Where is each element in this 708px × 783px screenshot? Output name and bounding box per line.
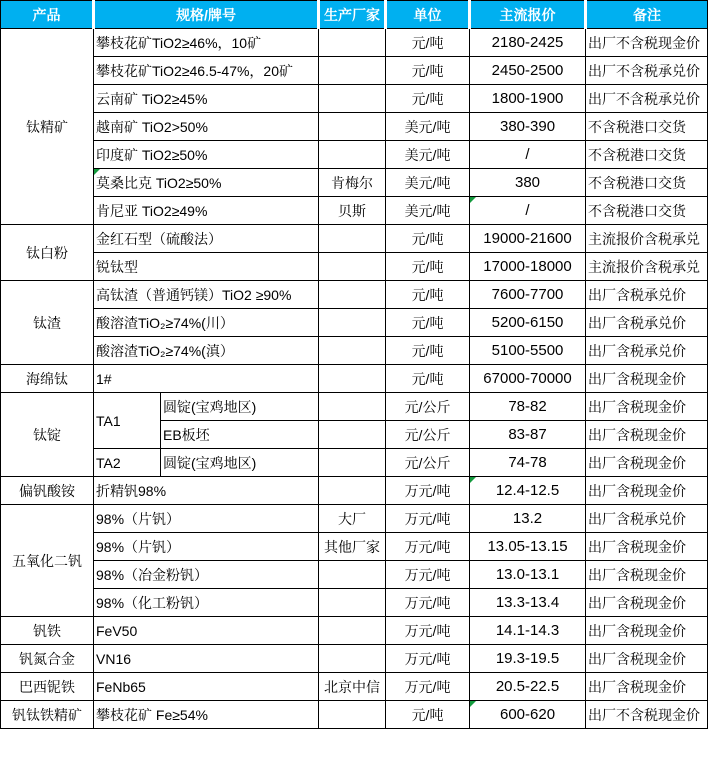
unit-cell[interactable]: 元/吨 xyxy=(386,57,470,85)
comment-indicator-icon xyxy=(470,197,476,203)
note-cell[interactable]: 出厂含税现金价 xyxy=(586,561,708,589)
table-row xyxy=(1,197,708,225)
spec-cell[interactable]: 98%（片钒） xyxy=(94,505,319,533)
unit-cell[interactable]: 元/吨 xyxy=(386,701,470,729)
price-cell[interactable]: 19.3-19.5 xyxy=(470,645,586,673)
maker-cell[interactable] xyxy=(319,225,386,253)
maker-cell[interactable] xyxy=(319,253,386,281)
maker-cell[interactable]: 大厂 xyxy=(319,505,386,533)
price-cell[interactable]: 20.5-22.5 xyxy=(470,673,586,701)
note-cell[interactable]: 不含税港口交货 xyxy=(586,169,708,197)
table-row xyxy=(1,449,708,477)
header-note[interactable]: 备注 xyxy=(586,1,708,29)
table-row xyxy=(1,365,708,393)
table-body xyxy=(1,29,708,729)
product-cell[interactable]: 五氧化二钒 xyxy=(1,505,94,617)
maker-cell[interactable] xyxy=(319,337,386,365)
unit-cell[interactable]: 万元/吨 xyxy=(386,645,470,673)
price-cell[interactable] xyxy=(470,477,586,505)
table-header xyxy=(1,1,708,29)
note-cell[interactable]: 出厂不含税现金价 xyxy=(586,701,708,729)
price-text: 12.4-12.5 xyxy=(495,482,560,499)
spec-cell[interactable]: 攀枝花矿TiO2≥46%，10矿 xyxy=(94,29,319,57)
spec-form-cell[interactable]: 圆锭(宝鸡地区) xyxy=(161,393,319,421)
price-cell[interactable]: 14.1-14.3 xyxy=(470,617,586,645)
price-cell[interactable] xyxy=(470,197,586,225)
product-cell[interactable]: 钒钛铁精矿 xyxy=(1,701,94,729)
product-cell[interactable]: 巴西铌铁 xyxy=(1,673,94,701)
price-cell[interactable]: 13.0-13.1 xyxy=(470,561,586,589)
maker-cell[interactable] xyxy=(319,57,386,85)
spec-grade-cell[interactable]: TA2 xyxy=(94,449,161,477)
note-cell[interactable]: 出厂含税承兑价 xyxy=(586,505,708,533)
unit-cell[interactable]: 万元/吨 xyxy=(386,477,470,505)
note-cell[interactable]: 出厂含税现金价 xyxy=(586,617,708,645)
table-row xyxy=(1,141,708,169)
maker-cell[interactable] xyxy=(319,477,386,505)
unit-cell[interactable]: 元/吨 xyxy=(386,225,470,253)
table-row xyxy=(1,589,708,617)
spec-grade-cell[interactable]: TA1 xyxy=(94,393,161,449)
note-cell[interactable]: 出厂不含税现金价 xyxy=(586,29,708,57)
unit-cell[interactable]: 美元/吨 xyxy=(386,169,470,197)
spec-cell[interactable] xyxy=(94,169,319,197)
comment-indicator-icon xyxy=(470,701,476,707)
table-row xyxy=(1,281,708,309)
note-cell[interactable]: 不含税港口交货 xyxy=(586,197,708,225)
maker-cell[interactable] xyxy=(319,421,386,449)
product-cell[interactable]: 钛精矿 xyxy=(1,29,94,225)
spec-cell[interactable]: 折精钒98% xyxy=(94,477,319,505)
comment-indicator-icon xyxy=(94,169,100,175)
table-row xyxy=(1,57,708,85)
price-cell[interactable]: 2450-2500 xyxy=(470,57,586,85)
note-cell[interactable]: 出厂含税承兑价 xyxy=(586,337,708,365)
table-row xyxy=(1,533,708,561)
header-product[interactable]: 产品 xyxy=(1,1,94,29)
note-cell[interactable]: 主流报价含税承兑 xyxy=(586,225,708,253)
header-row xyxy=(1,1,708,29)
price-cell[interactable]: 7600-7700 xyxy=(470,281,586,309)
spec-cell[interactable]: 锐钛型 xyxy=(94,253,319,281)
unit-cell[interactable]: 万元/吨 xyxy=(386,617,470,645)
comment-indicator-icon xyxy=(470,477,476,483)
note-cell[interactable]: 不含税港口交货 xyxy=(586,141,708,169)
note-cell[interactable]: 出厂含税现金价 xyxy=(586,589,708,617)
price-cell[interactable]: / xyxy=(470,141,586,169)
unit-cell[interactable]: 万元/吨 xyxy=(386,589,470,617)
product-cell[interactable]: 海绵钛 xyxy=(1,365,94,393)
maker-cell[interactable] xyxy=(319,141,386,169)
table-row xyxy=(1,113,708,141)
price-cell[interactable]: 380-390 xyxy=(470,113,586,141)
table-row xyxy=(1,505,708,533)
price-cell[interactable]: 380 xyxy=(470,169,586,197)
product-cell[interactable]: 钛锭 xyxy=(1,393,94,477)
maker-cell[interactable] xyxy=(319,561,386,589)
note-cell[interactable]: 出厂含税现金价 xyxy=(586,421,708,449)
maker-cell[interactable] xyxy=(319,29,386,57)
price-cell[interactable] xyxy=(470,701,586,729)
price-text: 600-620 xyxy=(499,706,556,723)
unit-cell[interactable]: 元/吨 xyxy=(386,309,470,337)
spec-cell[interactable]: 高钛渣（普通钙镁）TiO2 ≥90% xyxy=(94,281,319,309)
note-cell[interactable]: 出厂含税现金价 xyxy=(586,673,708,701)
spec-cell[interactable]: 酸溶渣TiO₂≥74%(川） xyxy=(94,309,319,337)
note-cell[interactable]: 出厂含税现金价 xyxy=(586,393,708,421)
maker-cell[interactable] xyxy=(319,365,386,393)
unit-cell[interactable]: 元/吨 xyxy=(386,253,470,281)
price-text: / xyxy=(525,202,530,219)
note-cell[interactable]: 出厂不含税承兑价 xyxy=(586,85,708,113)
price-cell[interactable]: 17000-18000 xyxy=(470,253,586,281)
maker-cell[interactable] xyxy=(319,589,386,617)
table-row xyxy=(1,701,708,729)
note-cell[interactable]: 出厂含税承兑价 xyxy=(586,281,708,309)
unit-cell[interactable]: 万元/吨 xyxy=(386,533,470,561)
spec-cell[interactable]: FeNb65 xyxy=(94,673,319,701)
spec-text: 莫桑比克 TiO2≥50% xyxy=(96,174,222,191)
maker-cell[interactable]: 北京中信 xyxy=(319,673,386,701)
table-row xyxy=(1,393,708,421)
spec-cell[interactable]: 98%（化工粉钒） xyxy=(94,589,319,617)
header-price[interactable]: 主流报价 xyxy=(470,1,586,29)
spec-cell[interactable]: 1# xyxy=(94,365,319,393)
table-row xyxy=(1,309,708,337)
table-row xyxy=(1,253,708,281)
unit-cell[interactable]: 元/公斤 xyxy=(386,449,470,477)
maker-cell[interactable] xyxy=(319,645,386,673)
table-row xyxy=(1,225,708,253)
spec-cell[interactable]: 98%（片钒） xyxy=(94,533,319,561)
header-spec[interactable]: 规格/牌号 xyxy=(94,1,319,29)
unit-cell[interactable]: 万元/吨 xyxy=(386,673,470,701)
maker-cell[interactable]: 其他厂家 xyxy=(319,533,386,561)
spec-cell[interactable]: 肯尼亚 TiO2≥49% xyxy=(94,197,319,225)
unit-cell[interactable]: 元/吨 xyxy=(386,365,470,393)
price-cell[interactable]: 83-87 xyxy=(470,421,586,449)
unit-cell[interactable]: 美元/吨 xyxy=(386,197,470,225)
spec-form-cell[interactable]: 圆锭(宝鸡地区) xyxy=(161,449,319,477)
maker-cell[interactable]: 肯梅尔 xyxy=(319,169,386,197)
price-cell[interactable]: 1800-1900 xyxy=(470,85,586,113)
price-cell[interactable]: 67000-70000 xyxy=(470,365,586,393)
price-cell[interactable]: 2180-2425 xyxy=(470,29,586,57)
spec-cell[interactable]: 攀枝花矿 Fe≥54% xyxy=(94,701,319,729)
price-cell[interactable]: 78-82 xyxy=(470,393,586,421)
spec-cell[interactable]: 酸溶渣TiO₂≥74%(滇） xyxy=(94,337,319,365)
note-cell[interactable]: 出厂含税现金价 xyxy=(586,365,708,393)
spec-cell[interactable]: 云南矿 TiO2≥45% xyxy=(94,85,319,113)
unit-cell[interactable]: 万元/吨 xyxy=(386,505,470,533)
header-maker[interactable]: 生产厂家 xyxy=(319,1,386,29)
price-cell[interactable]: 19000-21600 xyxy=(470,225,586,253)
maker-cell[interactable] xyxy=(319,113,386,141)
price-cell[interactable]: 13.05-13.15 xyxy=(470,533,586,561)
spec-cell[interactable]: FeV50 xyxy=(94,617,319,645)
table-row xyxy=(1,169,708,197)
price-cell[interactable]: 5200-6150 xyxy=(470,309,586,337)
spec-cell[interactable]: 攀枝花矿TiO2≥46.5-47%，20矿 xyxy=(94,57,319,85)
table-row xyxy=(1,673,708,701)
product-cell[interactable]: 钒氮合金 xyxy=(1,645,94,673)
maker-cell[interactable] xyxy=(319,393,386,421)
price-cell[interactable]: 13.2 xyxy=(470,505,586,533)
maker-cell[interactable] xyxy=(319,309,386,337)
unit-cell[interactable]: 元/吨 xyxy=(386,337,470,365)
price-cell[interactable]: 13.3-13.4 xyxy=(470,589,586,617)
note-cell[interactable]: 不含税港口交货 xyxy=(586,113,708,141)
maker-cell[interactable]: 贝斯 xyxy=(319,197,386,225)
spec-cell[interactable]: 98%（冶金粉钒） xyxy=(94,561,319,589)
product-cell[interactable]: 钒铁 xyxy=(1,617,94,645)
unit-cell[interactable]: 美元/吨 xyxy=(386,141,470,169)
table-row xyxy=(1,645,708,673)
table-row xyxy=(1,29,708,57)
spec-cell[interactable]: 金红石型（硫酸法） xyxy=(94,225,319,253)
table-row xyxy=(1,477,708,505)
spec-cell[interactable]: 印度矿 TiO2≥50% xyxy=(94,141,319,169)
table-row xyxy=(1,85,708,113)
note-cell[interactable]: 出厂含税现金价 xyxy=(586,449,708,477)
note-cell[interactable]: 出厂含税现金价 xyxy=(586,533,708,561)
note-cell[interactable]: 出厂含税现金价 xyxy=(586,645,708,673)
spec-cell[interactable]: VN16 xyxy=(94,645,319,673)
note-cell[interactable]: 出厂含税承兑价 xyxy=(586,309,708,337)
note-cell[interactable]: 出厂不含税承兑价 xyxy=(586,57,708,85)
unit-cell[interactable]: 元/吨 xyxy=(386,29,470,57)
table-row xyxy=(1,561,708,589)
unit-cell[interactable]: 美元/吨 xyxy=(386,113,470,141)
price-cell[interactable]: 74-78 xyxy=(470,449,586,477)
maker-cell[interactable] xyxy=(319,449,386,477)
product-cell[interactable]: 钛渣 xyxy=(1,281,94,365)
unit-cell[interactable]: 万元/吨 xyxy=(386,561,470,589)
spec-cell[interactable]: 越南矿 TiO2>50% xyxy=(94,113,319,141)
header-unit[interactable]: 单位 xyxy=(386,1,470,29)
table-row xyxy=(1,617,708,645)
maker-cell[interactable] xyxy=(319,617,386,645)
unit-cell[interactable]: 元/吨 xyxy=(386,281,470,309)
unit-cell[interactable]: 元/公斤 xyxy=(386,393,470,421)
unit-cell[interactable]: 元/吨 xyxy=(386,85,470,113)
note-cell[interactable]: 主流报价含税承兑 xyxy=(586,253,708,281)
unit-cell[interactable]: 元/公斤 xyxy=(386,421,470,449)
product-cell[interactable]: 偏钒酸铵 xyxy=(1,477,94,505)
note-cell[interactable]: 出厂含税现金价 xyxy=(586,477,708,505)
maker-cell[interactable] xyxy=(319,85,386,113)
maker-cell[interactable] xyxy=(319,701,386,729)
spec-form-cell[interactable]: EB板坯 xyxy=(161,421,319,449)
maker-cell[interactable] xyxy=(319,281,386,309)
price-cell[interactable]: 5100-5500 xyxy=(470,337,586,365)
product-cell[interactable]: 钛白粉 xyxy=(1,225,94,281)
table-row xyxy=(1,337,708,365)
